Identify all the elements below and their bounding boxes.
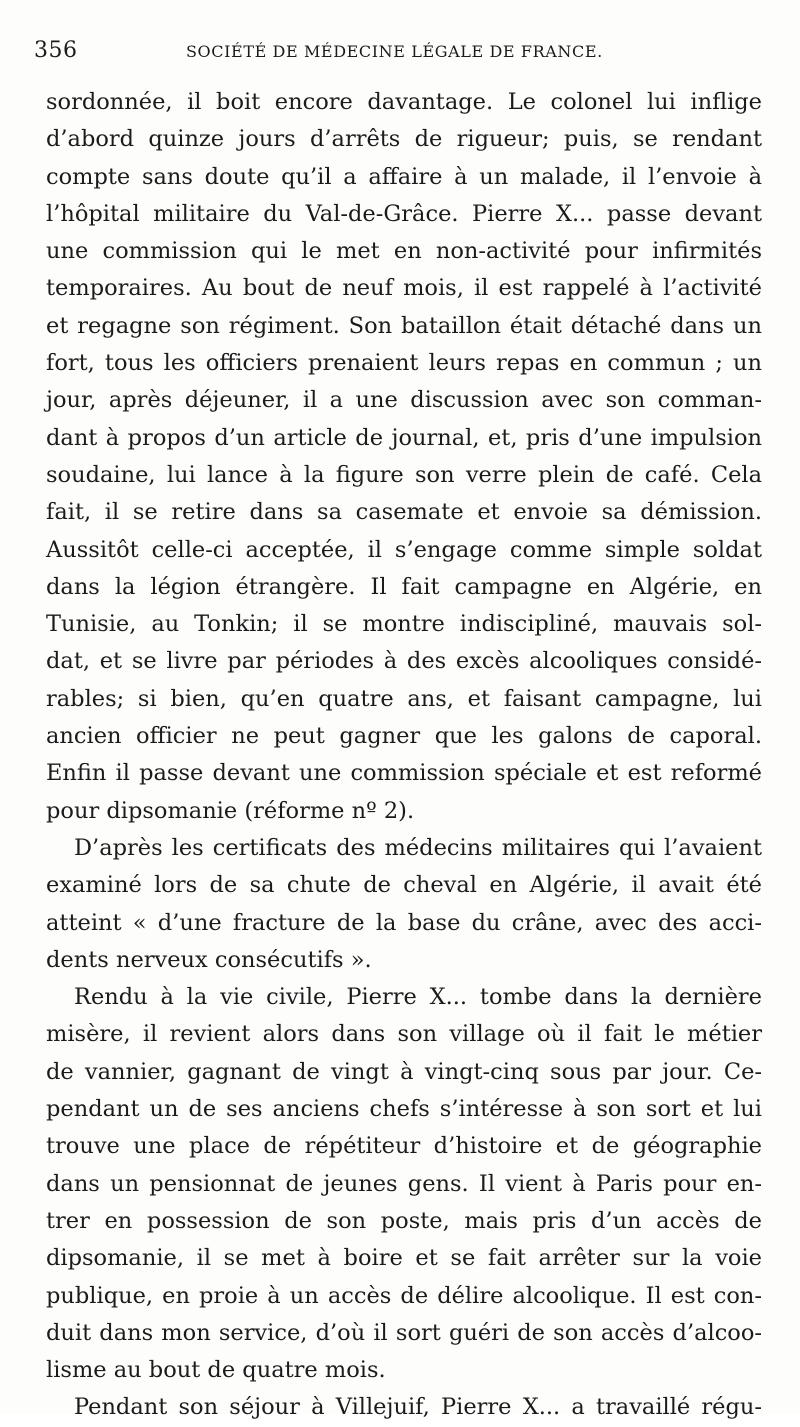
text-line: de vannier, gagnant de vingt à vingt-cinq sous par jour. Ce- xyxy=(46,1058,762,1085)
text-line: lisme au bout de quatre mois. xyxy=(46,1357,386,1384)
text-line: fait, il se retire dans sa casemate et envoie sa démission. xyxy=(46,499,762,526)
text-line: Enfin il passe devant une commission spéciale et est reformé xyxy=(46,760,762,787)
text-line: compte sans doute qu’il a affaire à un malade, il l’envoie à xyxy=(46,163,762,190)
text-line: pendant un de ses anciens chefs s’intéresse à son sort et lui xyxy=(46,1096,762,1123)
text-line: dant à propos d’un article de journal, et, pris d’une impulsion xyxy=(46,424,762,451)
text-line: Rendu à la vie civile, Pierre X... tombe dans la dernière xyxy=(74,984,762,1011)
text-line: atteint « d’une fracture de la base du crâne, avec des acci- xyxy=(46,909,762,936)
text-line: fort, tous les officiers prenaient leurs repas en commun ; un xyxy=(46,350,762,377)
text-line: ancien officier ne peut gagner que les galons de caporal. xyxy=(46,723,762,750)
text-line: temporaires. Au bout de neuf mois, il est rappelé à l’activité xyxy=(46,275,762,302)
text-line: l’hôpital militaire du Val-de-Grâce. Pierre X... passe devant xyxy=(46,200,762,227)
text-line: publique, en proie à un accès de délire alcoolique. Il est con- xyxy=(46,1282,762,1309)
running-head xyxy=(34,38,764,68)
text-line: Tunisie, au Tonkin; il se montre indiscipliné, mauvais sol- xyxy=(46,611,762,638)
text-line: Aussitôt celle-ci acceptée, il s’engage comme simple soldat xyxy=(46,536,762,563)
text-line: une commission qui le met en non-activité pour infirmités xyxy=(46,238,762,265)
text-line: dents nerveux consécutifs ». xyxy=(46,946,372,973)
page-number: 356 xyxy=(34,38,78,63)
text-line: duit dans mon service, d’où il sort guéri de son accès d’alcoo- xyxy=(46,1319,762,1346)
text-line: dans un pensionnat de jeunes gens. Il vient à Paris pour en- xyxy=(46,1170,762,1197)
text-line: D’après les certificats des médecins militaires qui l’avaient xyxy=(74,834,762,861)
body-text xyxy=(46,84,762,1427)
text-line: trer en possession de son poste, mais pris d’un accès de xyxy=(46,1207,762,1234)
text-line: jour, après déjeuner, il a une discussion avec son comman- xyxy=(46,387,762,414)
text-line: sordonnée, il boit encore davantage. Le colonel lui inflige xyxy=(46,89,762,115)
text-line: et regagne son régiment. Son bataillon était détaché dans un xyxy=(46,312,762,339)
text-line: pour dipsomanie (réforme nº 2). xyxy=(46,797,415,824)
running-title: SOCIÉTÉ DE MÉDECINE LÉGALE DE FRANCE. xyxy=(186,42,603,61)
text-line: d’abord quinze jours d’arrêts de rigueur; puis, se rendant xyxy=(46,126,762,153)
text-line: soudaine, lui lance à la figure son verre plein de café. Cela xyxy=(46,461,762,488)
text-line: rables; si bien, qu’en quatre ans, et faisant campagne, lui xyxy=(46,685,762,712)
text-line: trouve une place de répétiteur d’histoire et de géographie xyxy=(46,1133,762,1160)
text-line: examiné lors de sa chute de cheval en Algérie, il avait été xyxy=(46,872,762,899)
text-line: dipsomanie, il se met à boire et se fait arrêter sur la voie xyxy=(46,1245,762,1272)
text-line: dat, et se livre par périodes à des excès alcooliques considé- xyxy=(46,648,762,675)
text-line: misère, il revient alors dans son village où il fait le métier xyxy=(46,1021,762,1048)
text-line: dans la légion étrangère. Il fait campagne en Algérie, en xyxy=(46,573,762,600)
text-line: Pendant son séjour à Villejuif, Pierre X... a travaillé régu- xyxy=(74,1394,762,1421)
